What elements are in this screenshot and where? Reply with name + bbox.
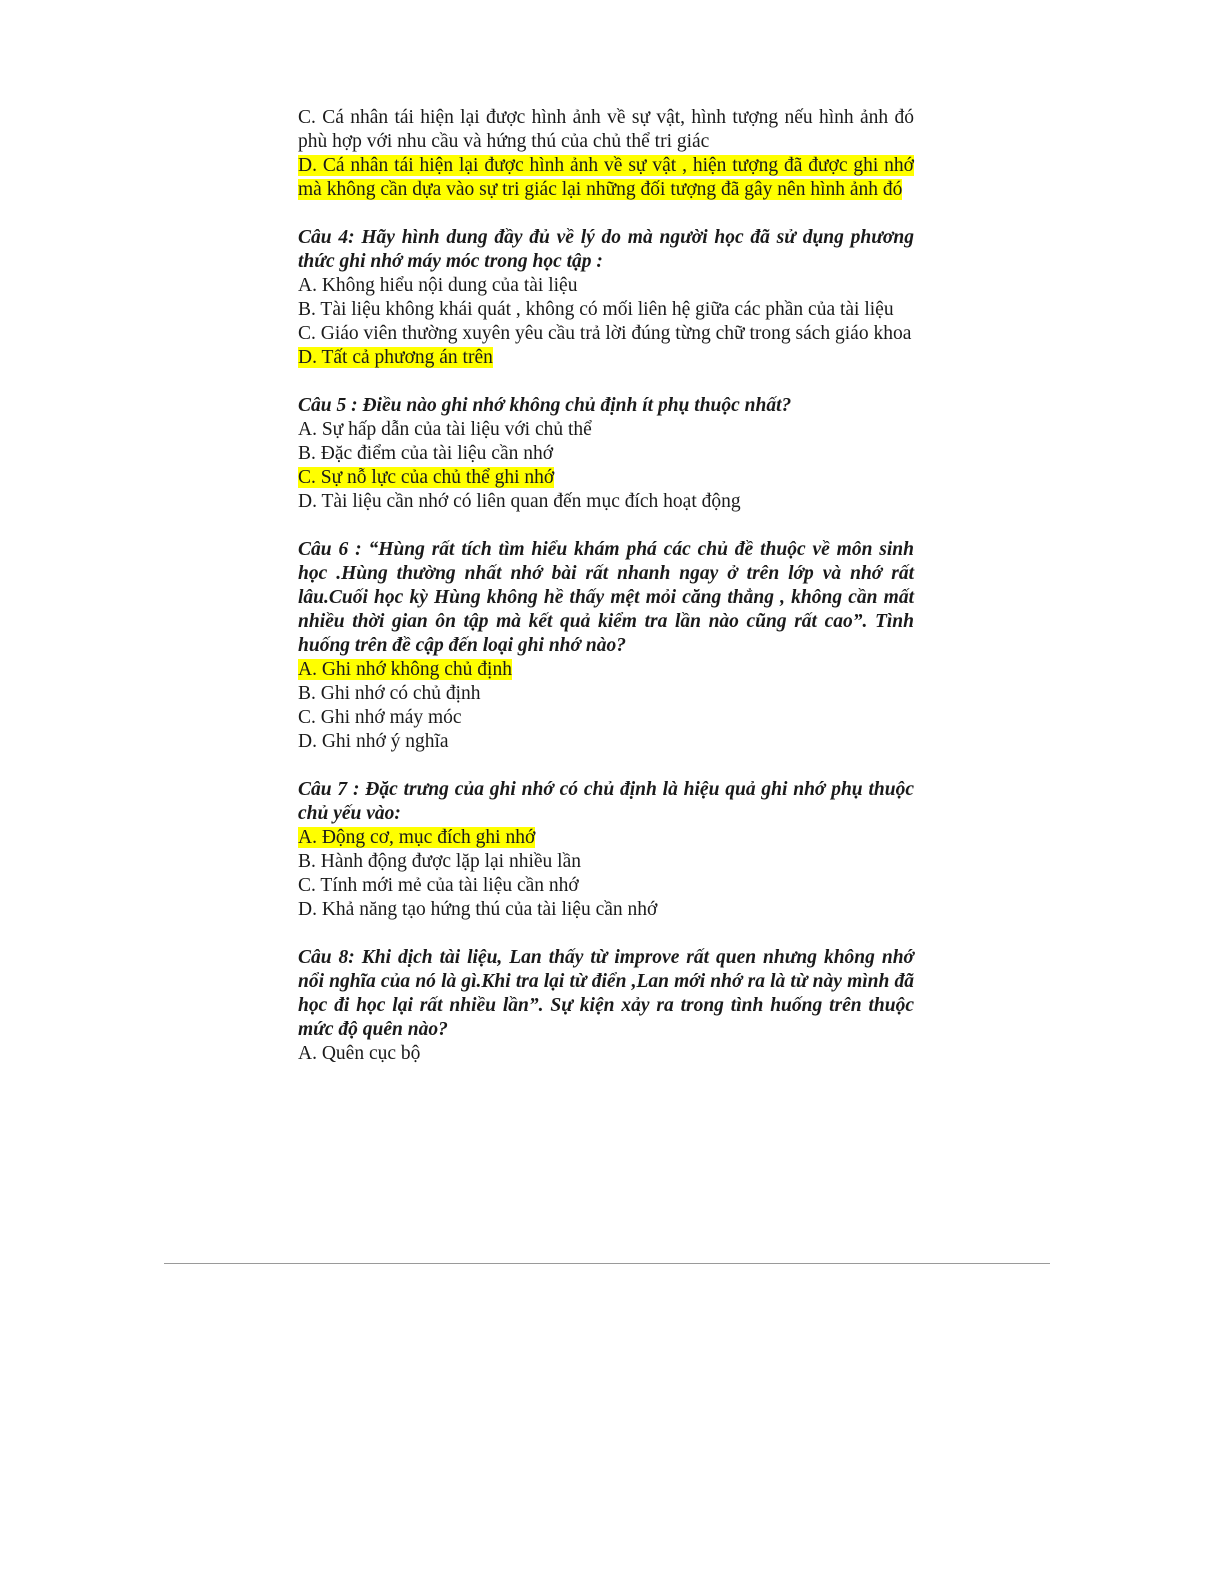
q3-option-c: C. Cá nhân tái hiện lại được hình ảnh về sự vật, hình tượng nếu hình ảnh đó phù hợp với nhu cầu và hứng thú của chủ thể tri giác (298, 107, 914, 152)
q7-question: Câu 7 : Đặc trưng của ghi nhớ có chủ định là hiệu quả ghi nhớ phụ thuộc chủ yếu vào: (298, 779, 914, 824)
q3-option-d (298, 154, 914, 202)
spacer (298, 754, 914, 778)
q4-option-d (298, 346, 914, 370)
q5-option-a: A. Sự hấp dẫn của tài liệu với chủ thể (298, 419, 592, 440)
spacer (298, 370, 914, 394)
q4-option-a: A. Không hiểu nội dung của tài liệu (298, 275, 578, 296)
spacer (298, 922, 914, 946)
q4-question: Câu 4: Hãy hình dung đầy đủ về lý do mà người học đã sử dụng phương thức ghi nhớ máy móc trong học tập : (298, 227, 914, 272)
q7-option-c: C. Tính mới mẻ của tài liệu cần nhớ (298, 875, 579, 896)
answer-highlight: D. Cá nhân tái hiện lại được hình ảnh về sự vật , hiện tượng đã được ghi nhớ mà không cần dựa vào sự tri giác lại những đối tượng đã gây nên hình ảnh đó (298, 155, 914, 200)
q5-option-c (298, 466, 914, 490)
q5-option-b: B. Đặc điểm của tài liệu cần nhớ (298, 443, 554, 464)
spacer (298, 514, 914, 538)
q6-option-a (298, 658, 914, 682)
q7-option-d: D. Khả năng tạo hứng thú của tài liệu cần nhớ (298, 899, 658, 920)
q4-option-b: B. Tài liệu không khái quát , không có mối liên hệ giữa các phần của tài liệu (298, 299, 894, 320)
q8-option-a: A. Quên cục bộ (298, 1043, 421, 1064)
q6-option-c: C. Ghi nhớ máy móc (298, 707, 462, 728)
answer-highlight: A. Ghi nhớ không chủ định (298, 659, 512, 680)
answer-highlight: D. Tất cả phương án trên (298, 347, 493, 368)
q8-question: Câu 8: Khi dịch tài liệu, Lan thấy từ improve rất quen nhưng không nhớ nổi nghĩa của nó là gì.Khi tra lại từ điển ,Lan mới nhớ ra là từ này mình đã học đi học lại rất nhiều lần”. Sự kiện xảy ra trong tình huống trên thuộc mức độ quên nào? (298, 947, 914, 1040)
q5-option-d: D. Tài liệu cần nhớ có liên quan đến mục đích hoạt động (298, 491, 741, 512)
page-footer-divider (164, 1263, 1050, 1264)
answer-highlight: C. Sự nỗ lực của chủ thể ghi nhớ (298, 467, 555, 488)
q6-option-b: B. Ghi nhớ có chủ định (298, 683, 481, 704)
document-page (298, 106, 914, 1066)
q6-option-d: D. Ghi nhớ ý nghĩa (298, 731, 449, 752)
q6-question: Câu 6 : “Hùng rất tích tìm hiểu khám phá các chủ đề thuộc về môn sinh học .Hùng thường nhất nhớ bài rất nhanh ngay ở trên lớp và nhớ rất lâu.Cuối học kỳ Hùng không hề thấy mệt mỏi căng thẳng , không cần mất nhiều thời gian ôn tập mà kết quả kiểm tra lần nào cũng rất cao”. Tình huống trên đề cập đến loại ghi nhớ nào? (298, 539, 914, 656)
spacer (298, 202, 914, 226)
answer-highlight: A. Động cơ, mục đích ghi nhớ (298, 827, 536, 848)
q5-question: Câu 5 : Điều nào ghi nhớ không chủ định ít phụ thuộc nhất? (298, 395, 792, 416)
q7-option-a (298, 826, 914, 850)
q7-option-b: B. Hành động được lặp lại nhiều lần (298, 851, 581, 872)
q4-option-c: C. Giáo viên thường xuyên yêu cầu trả lời đúng từng chữ trong sách giáo khoa (298, 323, 912, 344)
